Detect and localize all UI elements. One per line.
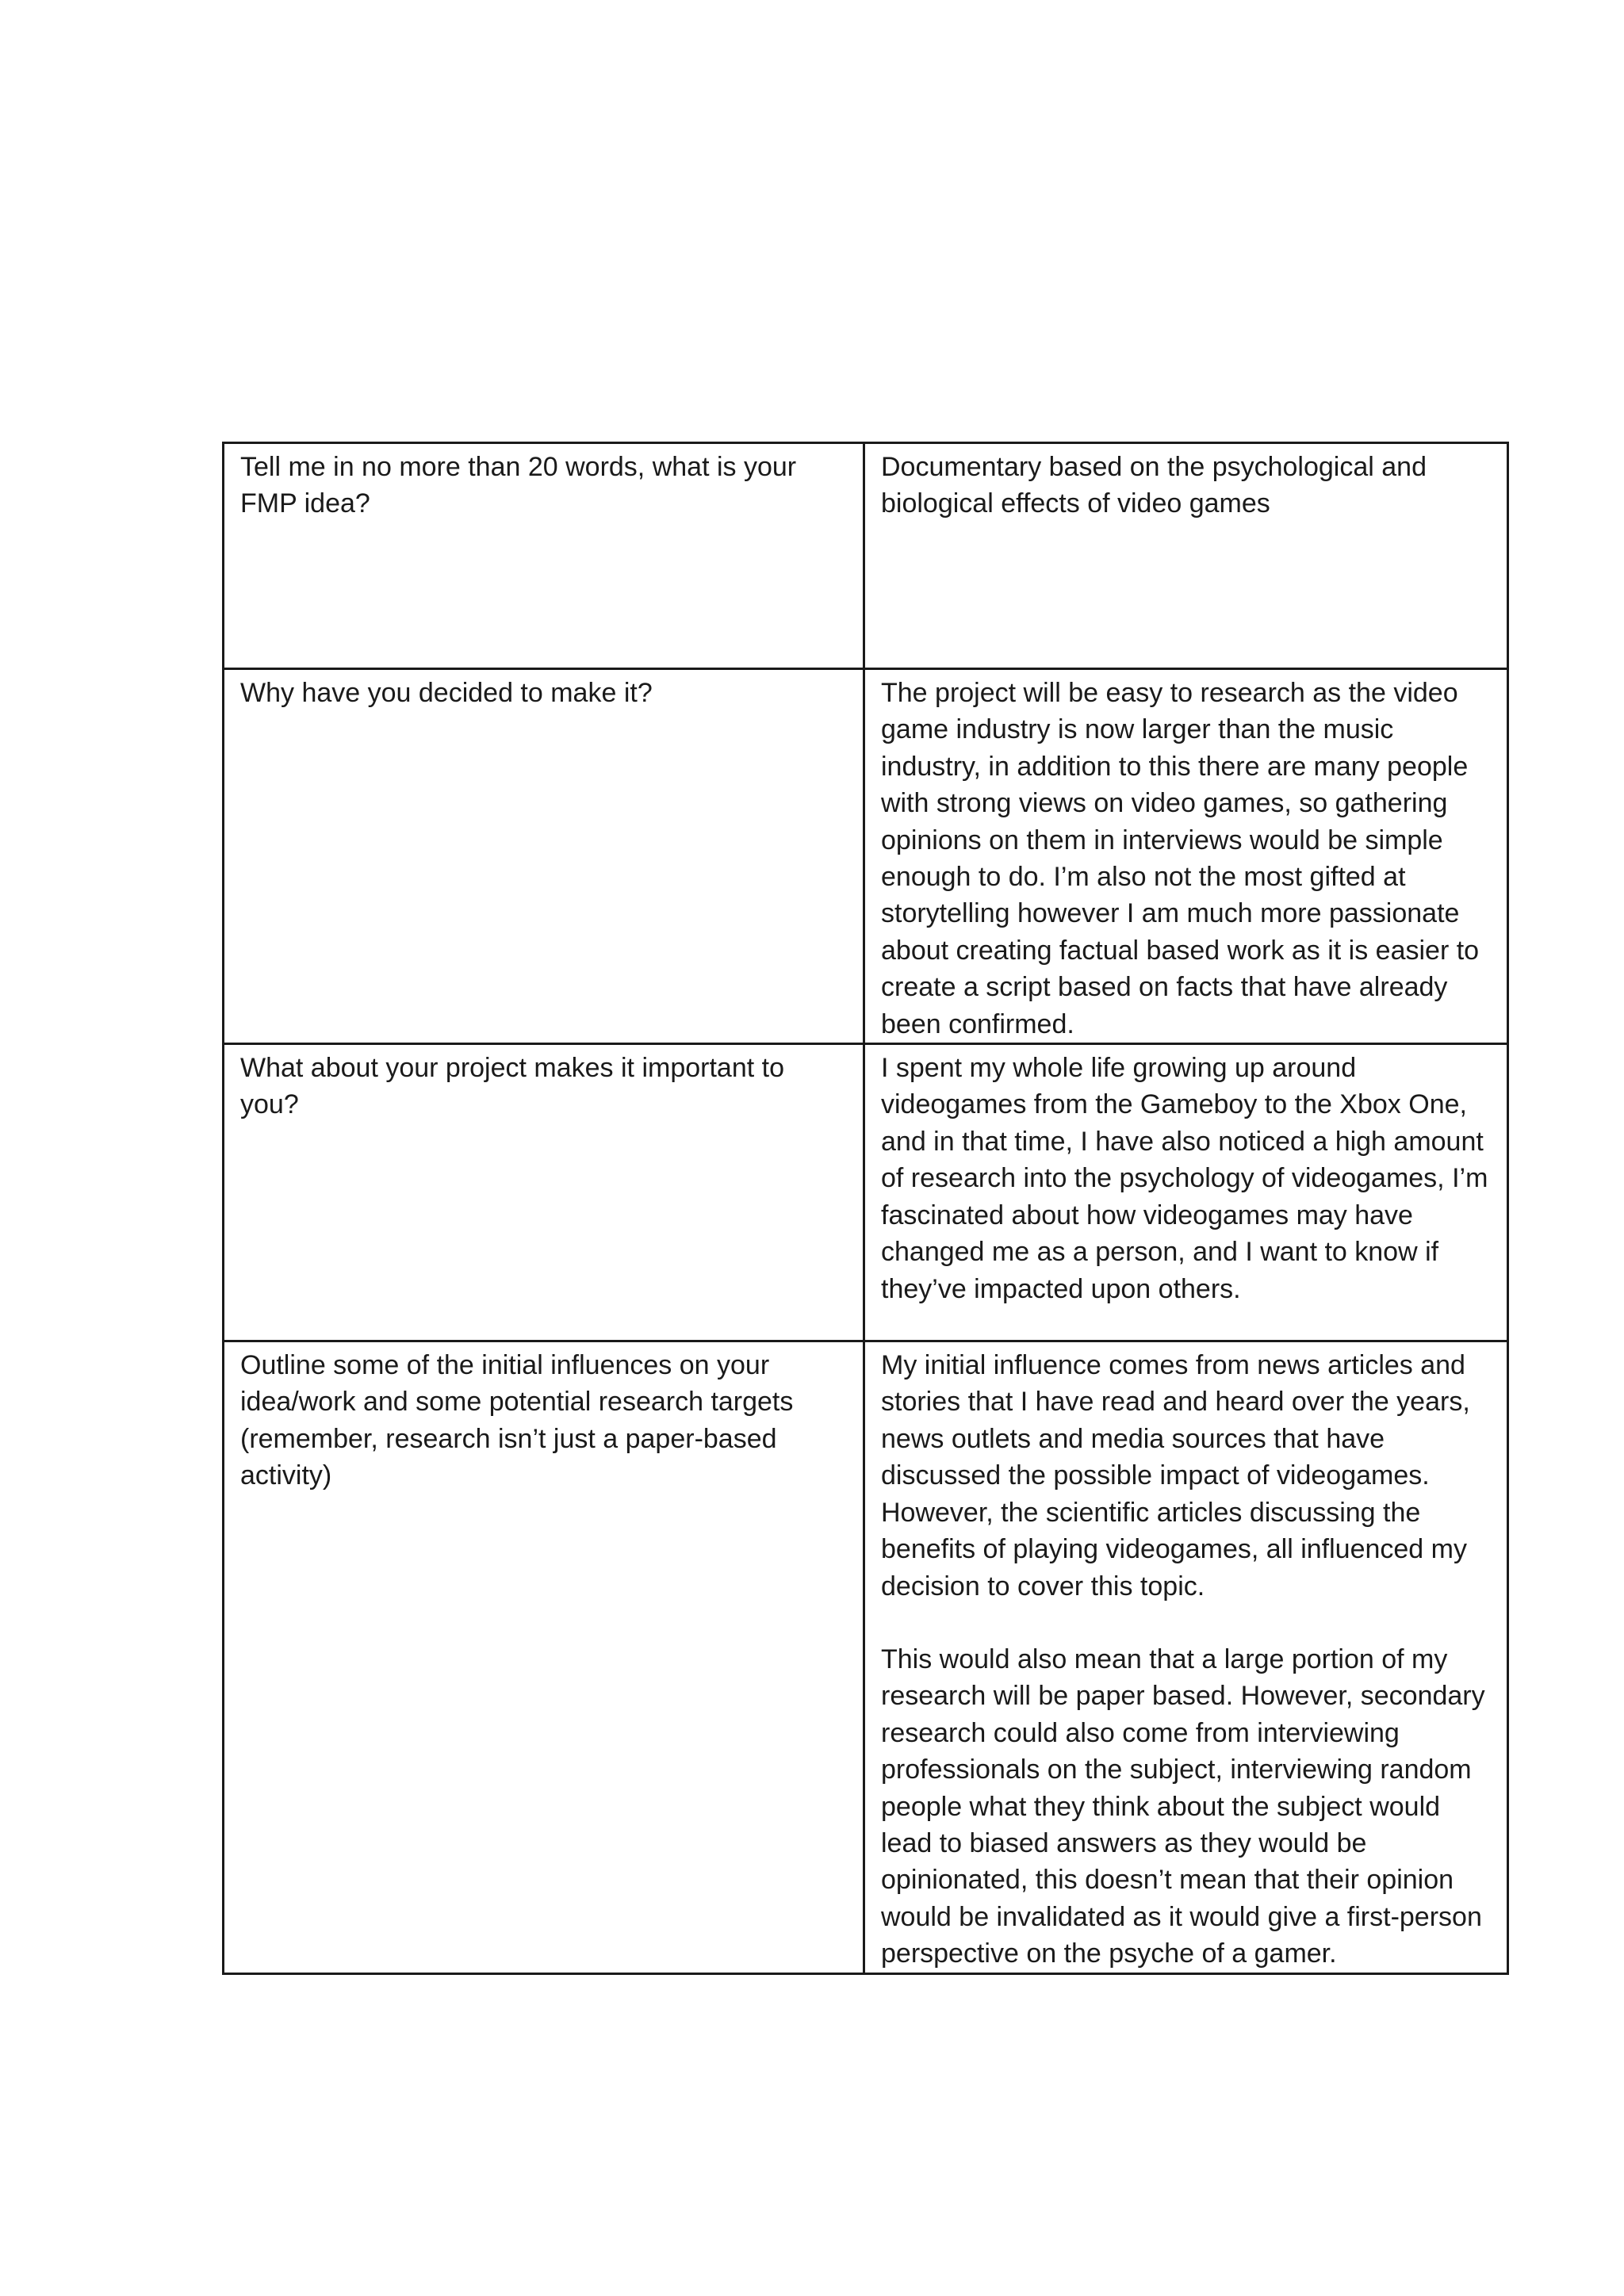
table-row bbox=[224, 669, 1508, 1044]
question-text: Outline some of the initial influences on your idea/work and some potential research targets (remember, research isn’t just a paper-based activity) bbox=[240, 1350, 794, 1491]
question-text: Tell me in no more than 20 words, what is your FMP idea? bbox=[240, 452, 797, 519]
answer-paragraph: I spent my whole life growing up around videogames from the Gameboy to the Xbox One, and in that time, I have also noticed a high amount of research into the psychology of videogames, I’m fascinated about how videogames may have changed me as a person, and I want to know if they’ve impacted upon others. bbox=[881, 1053, 1488, 1304]
answer-paragraph: My initial influence comes from news articles and stories that I have read and heard over the years, news outlets and media sources that have discussed the possible impact of videogames. However, the scientific articles discussing the benefits of playing videogames, all influenced my decision to cover this topic. bbox=[881, 1350, 1470, 1601]
question-cell bbox=[224, 1044, 864, 1341]
fmp-proposal-table bbox=[222, 442, 1509, 1975]
answer-paragraph: Documentary based on the psychological and biological effects of video games bbox=[881, 452, 1427, 519]
answer-cell bbox=[864, 1044, 1508, 1341]
table-row bbox=[224, 1341, 1508, 1974]
question-cell bbox=[224, 1341, 864, 1974]
answer-paragraph: The project will be easy to research as the video game industry is now larger than the music industry, in addition to this there are many people with strong views on video games, so gathering opinions on them in interviews would be simple enough to do. I’m also not the most gifted at storytelling however I am much more passionate about creating factual based work as it is easier to create a script based on facts that have already been confirmed. bbox=[881, 678, 1480, 1039]
question-text: Why have you decided to make it? bbox=[240, 678, 653, 708]
table-row bbox=[224, 1044, 1508, 1341]
answer-cell bbox=[864, 669, 1508, 1044]
answer-paragraph: This would also mean that a large portion of my research will be paper based. However, secondary research could also come from interviewing professionals on the subject, interviewing random people what they think about the subject would lead to biased answers as they would be opinionated, this doesn’t mean that their opinion would be invalidated as it would give a first-person perspective on the psyche of a gamer. bbox=[881, 1644, 1485, 1969]
answer-cell bbox=[864, 443, 1508, 669]
answer-cell bbox=[864, 1341, 1508, 1974]
table-row bbox=[224, 443, 1508, 669]
question-text: What about your project makes it important to you? bbox=[240, 1053, 784, 1120]
question-cell bbox=[224, 443, 864, 669]
question-cell bbox=[224, 669, 864, 1044]
